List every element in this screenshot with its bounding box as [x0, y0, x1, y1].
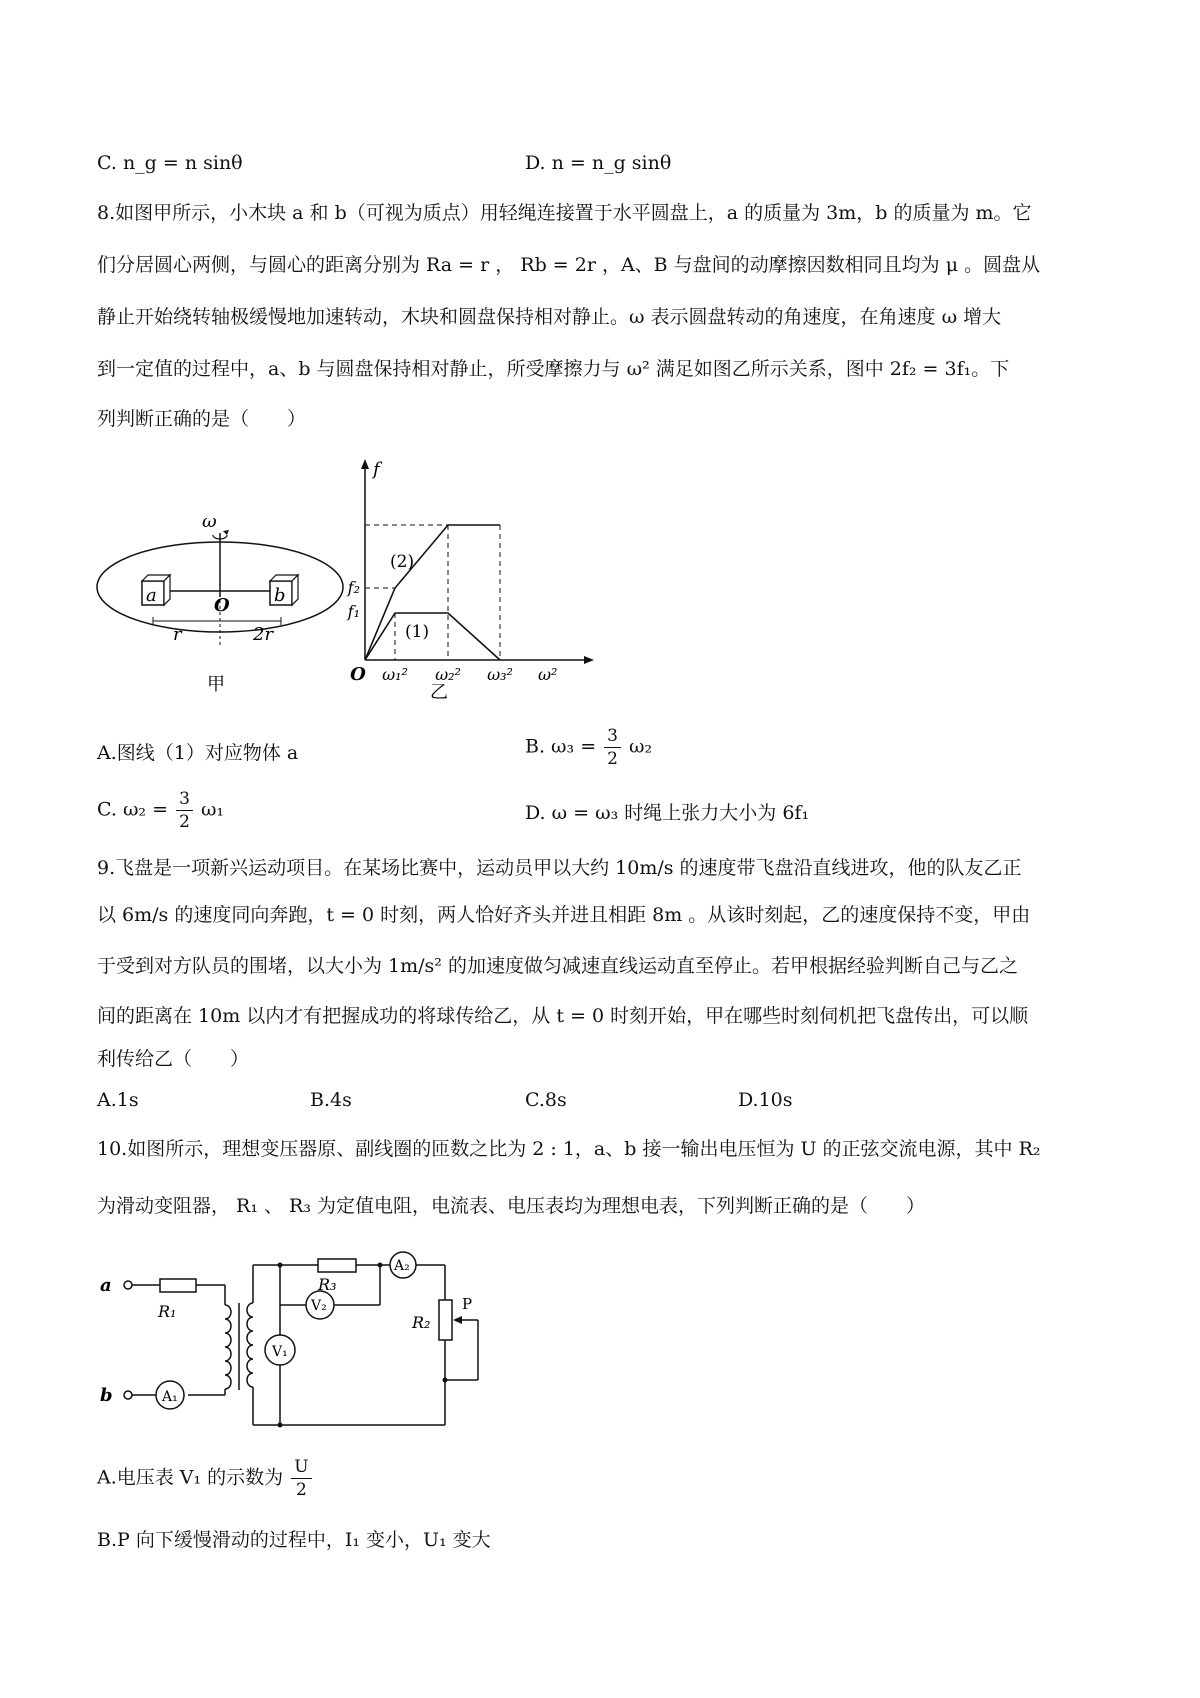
q8-option-a: A.图线（1）对应物体 a — [97, 742, 299, 764]
omega3-sq-label: ω₃² — [487, 665, 513, 684]
q8-option-b-lhs: B. ω₃ = — [525, 735, 597, 758]
two-r-label: 2r — [253, 624, 274, 645]
figure-yi-caption: 乙 — [430, 682, 448, 700]
q10-option-a-text: A.电压表 V₁ 的示数为 — [97, 1466, 284, 1489]
r-label: r — [173, 624, 182, 645]
fraction-numerator: 3 — [604, 725, 621, 748]
q10-option-a — [97, 1456, 314, 1501]
r3-label: R₃ — [318, 1275, 337, 1294]
q8-option-b-fraction — [604, 725, 621, 770]
figure-jia-caption: 甲 — [207, 674, 225, 695]
omega-label: ω — [202, 511, 217, 532]
q10-line-2: 为滑动变阻器， R₁ 、 R₃ 为定值电阻，电流表、电压表均为理想电表，下列判断正确的是（ ） — [97, 1195, 926, 1217]
q8-option-c-rhs: ω₁ — [200, 798, 225, 821]
q8-option-c-fraction — [176, 788, 193, 833]
q9-line-2: 以 6m/s 的速度同向奔跑，t = 0 时刻，两人恰好齐头并进且相距 8m 。从该时刻起，乙的速度保持不变，甲由 — [97, 904, 1031, 926]
q8-option-c — [97, 788, 224, 833]
a1-label: A₁ — [162, 1389, 178, 1405]
center-o-label: O — [214, 595, 230, 616]
q9-line-5: 利传给乙（ ） — [97, 1048, 250, 1070]
q10-line-1: 10.如图所示，理想变压器原、副线圈的匝数之比为 2 : 1，a、b 接一输出电压恒为 U 的正弦交流电源，其中 R₂ — [97, 1138, 1041, 1160]
q9-option-d: D.10s — [738, 1089, 793, 1111]
q9-option-b: B.4s — [310, 1089, 352, 1111]
f-axis-label: f — [373, 459, 380, 480]
circuit-diagram — [100, 1245, 520, 1430]
q8-option-c-lhs: C. ω₂ = — [97, 798, 169, 821]
block-a-label: a — [146, 585, 157, 606]
origin-label: O — [350, 664, 366, 685]
q9-line-4: 间的距离在 10m 以内才有把握成功的将球传给乙，从 t = 0 时刻开始，甲在哪些时刻伺机把飞盘传出，可以顺 — [97, 1005, 1029, 1027]
q10-option-a-fraction — [291, 1456, 311, 1501]
fraction-numerator: U — [291, 1456, 311, 1479]
fraction-denominator: 2 — [295, 1480, 307, 1500]
terminal-b-label: b — [100, 1385, 113, 1406]
fraction-numerator: 3 — [176, 788, 193, 811]
f1-label: f₁ — [347, 602, 360, 621]
r1-label: R₁ — [158, 1302, 177, 1321]
q10-option-b: B.P 向下缓慢滑动的过程中，I₁ 变小，U₁ 变大 — [97, 1529, 491, 1551]
q9-option-c: C.8s — [525, 1089, 567, 1111]
figure-yi-graph — [330, 455, 620, 700]
f2-label: f₂ — [347, 578, 360, 597]
a2-label: A₂ — [394, 1258, 410, 1274]
q8-line-4: 到一定值的过程中，a、b 与圆盘保持相对静止，所受摩擦力与 ω² 满足如图乙所示关系，图中 2f₂ = 3f₁。下 — [97, 358, 1010, 380]
r2-label: R₂ — [412, 1313, 431, 1332]
q8-option-b — [525, 725, 652, 770]
figure-jia-disk — [95, 505, 365, 705]
omega2-sq-label: ω₂² — [435, 665, 461, 684]
terminal-a-label: a — [100, 1275, 112, 1296]
curve-1-label: (1) — [405, 622, 430, 642]
curve-2-label: (2) — [390, 552, 415, 572]
q7-option-d: D. n = n_g sinθ — [525, 152, 672, 174]
q8-option-d: D. ω = ω₃ 时绳上张力大小为 6f₁ — [525, 802, 810, 824]
q8-line-1: 8.如图甲所示，小木块 a 和 b（可视为质点）用轻绳连接置于水平圆盘上，a 的质量为 3m，b 的质量为 m。它 — [97, 202, 1032, 224]
q9-option-a: A.1s — [97, 1089, 139, 1111]
q9-line-1: 9.飞盘是一项新兴运动项目。在某场比赛中，运动员甲以大约 10m/s 的速度带飞盘沿直线进攻，他的队友乙正 — [97, 857, 1022, 879]
q9-line-3: 于受到对方队员的围堵，以大小为 1m/s² 的加速度做匀减速直线运动直至停止。若甲根据经验判断自己与乙之 — [97, 955, 1018, 977]
slider-p-label: P — [462, 1295, 473, 1313]
v1-label: V₁ — [272, 1344, 288, 1360]
omega-sq-axis-label: ω² — [538, 665, 558, 684]
q8-option-b-rhs: ω₂ — [629, 735, 653, 758]
block-b-label: b — [274, 585, 286, 606]
fraction-denominator: 2 — [179, 812, 190, 832]
omega1-sq-label: ω₁² — [382, 665, 408, 684]
fraction-denominator: 2 — [607, 749, 618, 769]
q8-line-3: 静止开始绕转轴极缓慢地加速转动，木块和圆盘保持相对静止。ω 表示圆盘转动的角速度，在角速度 ω 增大 — [97, 306, 1002, 328]
q7-option-c: C. n_g = n sinθ — [97, 152, 243, 174]
q8-line-2: 们分居圆心两侧，与圆心的距离分别为 Ra = r ， Rb = 2r ，A、B 与盘间的动摩擦因数相同且均为 μ 。圆盘从 — [97, 254, 1041, 276]
v2-label: V₂ — [311, 1298, 327, 1314]
q8-line-5: 列判断正确的是（ ） — [97, 408, 307, 430]
